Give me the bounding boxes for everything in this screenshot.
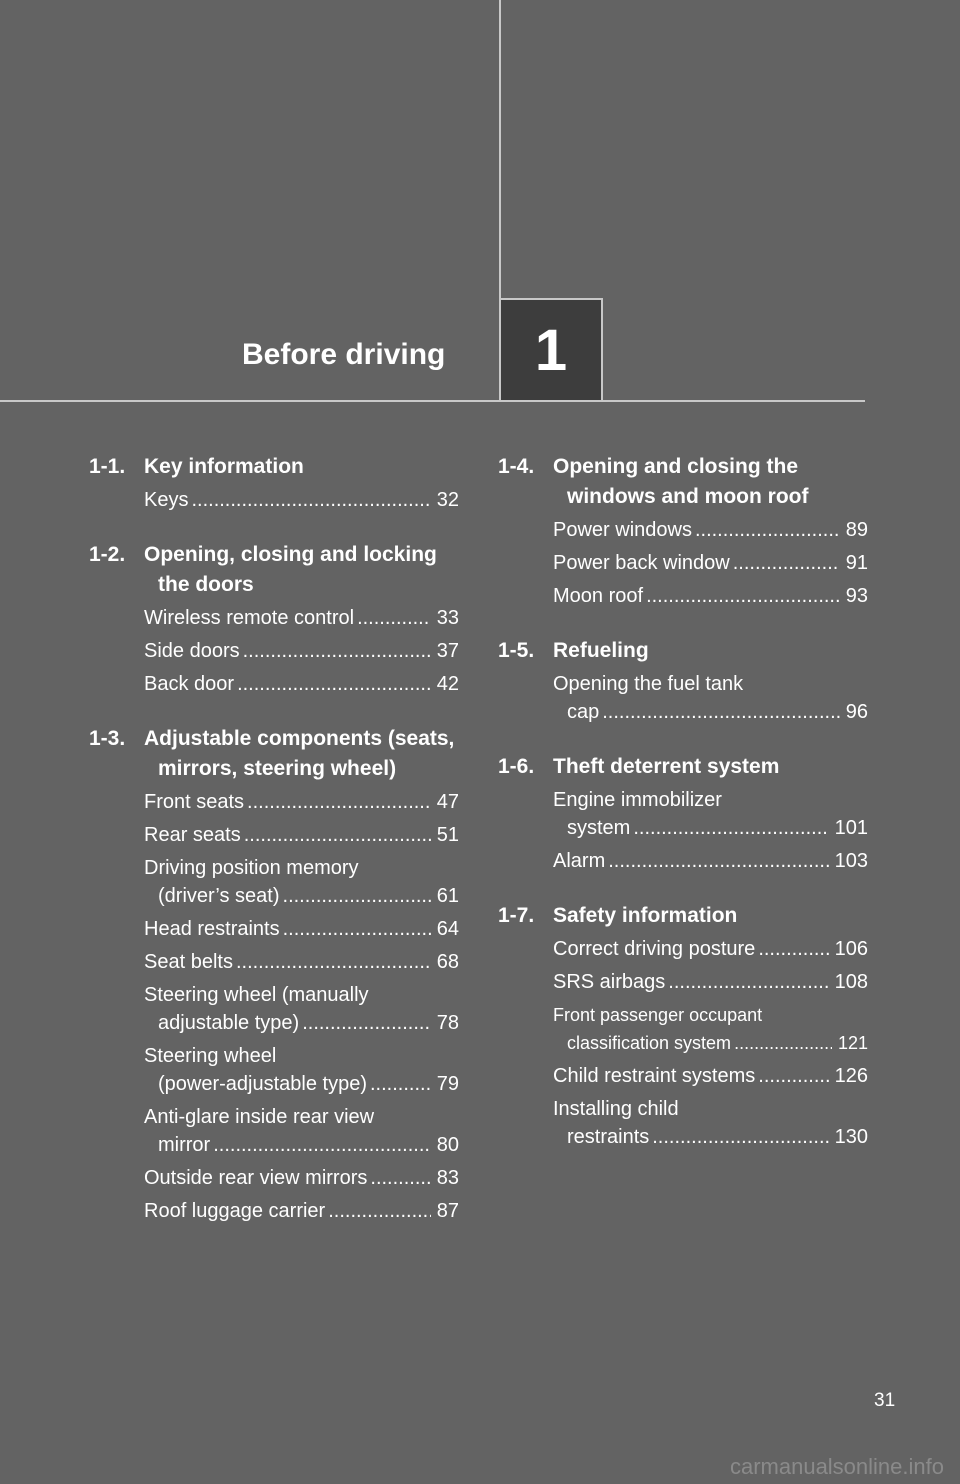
section-title[interactable]: Opening and closing the windows and moon roof bbox=[553, 455, 809, 508]
entry-page-number: 68 bbox=[436, 951, 459, 973]
entry-row bbox=[553, 1029, 868, 1057]
entry-page-number: 83 bbox=[436, 1167, 459, 1189]
entry-row bbox=[144, 915, 459, 943]
entry-page-number: 61 bbox=[436, 885, 459, 907]
entry-text: Rear seats bbox=[144, 824, 241, 846]
toc-entry[interactable] bbox=[144, 948, 459, 976]
entry-row bbox=[553, 582, 868, 610]
toc-section bbox=[89, 452, 459, 514]
entry-page-number: 64 bbox=[436, 918, 459, 940]
toc-entry[interactable] bbox=[553, 786, 868, 842]
section-heading bbox=[498, 452, 868, 512]
dot-leader bbox=[367, 1070, 431, 1098]
toc-entry[interactable] bbox=[144, 486, 459, 514]
section-number: 1-6. bbox=[498, 755, 535, 778]
entry-list bbox=[89, 788, 459, 1225]
entry-row bbox=[144, 882, 459, 910]
vertical-rule bbox=[499, 0, 501, 300]
toc-entry[interactable] bbox=[144, 1197, 459, 1225]
entry-page-number: 33 bbox=[436, 607, 459, 629]
section-heading bbox=[89, 540, 459, 600]
toc-entry[interactable] bbox=[144, 1103, 459, 1159]
entry-text: restraints bbox=[567, 1126, 650, 1148]
entry-text: adjustable type) bbox=[158, 1012, 300, 1034]
entry-row bbox=[144, 670, 459, 698]
entry-row bbox=[553, 1062, 868, 1090]
entry-text: Moon roof bbox=[553, 585, 644, 607]
toc-entry[interactable] bbox=[553, 1095, 868, 1151]
toc-section bbox=[89, 724, 459, 1225]
toc-entry[interactable] bbox=[553, 582, 868, 610]
section-heading bbox=[498, 636, 868, 666]
dot-leader bbox=[692, 516, 840, 544]
section-number: 1-1. bbox=[89, 455, 126, 478]
dot-leader bbox=[188, 486, 430, 514]
dot-leader bbox=[234, 670, 431, 698]
dot-leader bbox=[605, 847, 828, 875]
section-heading bbox=[498, 752, 868, 782]
entry-text: (driver’s seat) bbox=[158, 885, 280, 907]
entry-text: Steering wheel (manually bbox=[144, 984, 369, 1006]
entry-page-number: 47 bbox=[436, 791, 459, 813]
toc-entry[interactable] bbox=[553, 1062, 868, 1090]
entry-list bbox=[498, 516, 868, 610]
entry-text: mirror bbox=[158, 1134, 211, 1156]
entry-text: Front passenger occupant bbox=[553, 1005, 763, 1025]
entry-page-number: 130 bbox=[834, 1126, 868, 1148]
toc-entry[interactable] bbox=[144, 1164, 459, 1192]
entry-row bbox=[553, 968, 868, 996]
toc-section bbox=[89, 540, 459, 698]
section-title[interactable]: Opening, closing and locking the doors bbox=[144, 543, 437, 596]
section-number: 1-5. bbox=[498, 639, 535, 662]
entry-text: Back door bbox=[144, 673, 235, 695]
entry-row bbox=[553, 935, 868, 963]
toc-entry[interactable] bbox=[144, 915, 459, 943]
section-heading bbox=[89, 724, 459, 784]
dot-leader bbox=[280, 915, 431, 943]
entry-text: (power-adjustable type) bbox=[158, 1073, 367, 1095]
entry-page-number: 79 bbox=[436, 1073, 459, 1095]
dot-leader bbox=[367, 1164, 430, 1192]
entry-row bbox=[553, 549, 868, 577]
toc-column-left bbox=[89, 452, 459, 1251]
dot-leader bbox=[210, 1131, 431, 1159]
entry-page-number: 37 bbox=[436, 640, 459, 662]
entry-page-number: 103 bbox=[834, 850, 868, 872]
entry-row bbox=[144, 486, 459, 514]
entry-page-number: 80 bbox=[436, 1134, 459, 1156]
entry-page-number: 32 bbox=[436, 489, 459, 511]
entry-row bbox=[553, 516, 868, 544]
chapter-title: Before driving bbox=[242, 338, 446, 371]
section-heading bbox=[89, 452, 459, 482]
entry-list bbox=[498, 935, 868, 1151]
dot-leader bbox=[240, 637, 431, 665]
entry-page-number: 91 bbox=[845, 552, 868, 574]
entry-row bbox=[144, 821, 459, 849]
section-heading bbox=[498, 901, 868, 931]
section-title[interactable]: Safety information bbox=[553, 904, 738, 927]
dot-leader bbox=[241, 821, 431, 849]
toc-entry[interactable] bbox=[553, 1001, 868, 1057]
dot-leader bbox=[280, 882, 431, 910]
dot-leader bbox=[599, 698, 840, 726]
entry-text: Side doors bbox=[144, 640, 240, 662]
section-title[interactable]: Adjustable components (seats, mirrors, steering wheel) bbox=[144, 727, 455, 780]
entry-page-number: 108 bbox=[834, 971, 868, 993]
dot-leader bbox=[665, 968, 828, 996]
entry-row bbox=[553, 814, 868, 842]
entry-list bbox=[89, 486, 459, 514]
entry-row bbox=[553, 698, 868, 726]
entry-text: Keys bbox=[144, 489, 189, 511]
toc-section bbox=[498, 452, 868, 610]
entry-row bbox=[144, 788, 459, 816]
entry-text: classification system bbox=[567, 1033, 732, 1053]
entry-row bbox=[144, 948, 459, 976]
toc-entry[interactable] bbox=[553, 549, 868, 577]
entry-page-number: 89 bbox=[845, 519, 868, 541]
dot-leader bbox=[755, 1062, 828, 1090]
dot-leader bbox=[244, 788, 431, 816]
dot-leader bbox=[299, 1009, 431, 1037]
page-number: 31 bbox=[874, 1390, 896, 1411]
entry-text: Child restraint systems bbox=[553, 1065, 756, 1087]
horizontal-rule bbox=[0, 400, 865, 402]
dot-leader bbox=[643, 582, 840, 610]
toc-entry[interactable] bbox=[144, 821, 459, 849]
entry-text: Outside rear view mirrors bbox=[144, 1167, 368, 1189]
entry-page-number: 121 bbox=[837, 1033, 868, 1053]
entry-text: Alarm bbox=[553, 850, 606, 872]
entry-text: system bbox=[567, 817, 631, 839]
section-title[interactable]: Theft deterrent system bbox=[553, 755, 780, 778]
toc-section bbox=[498, 752, 868, 875]
entry-page-number: 106 bbox=[834, 938, 868, 960]
entry-row bbox=[144, 637, 459, 665]
dot-leader bbox=[649, 1123, 828, 1151]
toc-entry[interactable] bbox=[553, 935, 868, 963]
entry-text: Anti-glare inside rear view bbox=[144, 1106, 375, 1128]
entry-text: Driving position memory bbox=[144, 857, 359, 879]
entry-row bbox=[144, 604, 459, 632]
entry-list bbox=[498, 670, 868, 726]
entry-text: Wireless remote control bbox=[144, 607, 355, 629]
dot-leader bbox=[354, 604, 431, 632]
entry-page-number: 78 bbox=[436, 1012, 459, 1034]
watermark: carmanualsonline.info bbox=[729, 1454, 944, 1479]
toc-entry[interactable] bbox=[144, 670, 459, 698]
dot-leader bbox=[233, 948, 431, 976]
toc-entry[interactable] bbox=[553, 968, 868, 996]
entry-text: SRS airbags bbox=[553, 971, 666, 993]
entry-text: Seat belts bbox=[144, 951, 233, 973]
toc-column-right bbox=[498, 452, 868, 1177]
entry-page-number: 93 bbox=[845, 585, 868, 607]
toc-entry[interactable] bbox=[144, 604, 459, 632]
section-number: 1-4. bbox=[498, 455, 535, 478]
toc-entry[interactable] bbox=[553, 516, 868, 544]
section-number: 1-2. bbox=[89, 543, 126, 566]
toc-entry[interactable] bbox=[553, 670, 868, 726]
toc-entry[interactable] bbox=[144, 854, 459, 910]
entry-page-number: 96 bbox=[845, 701, 868, 723]
entry-text: Head restraints bbox=[144, 918, 280, 940]
entry-row bbox=[144, 1164, 459, 1192]
toc-section bbox=[498, 636, 868, 726]
entry-row bbox=[144, 1070, 459, 1098]
dot-leader bbox=[731, 1029, 832, 1057]
entry-page-number: 87 bbox=[436, 1200, 459, 1222]
entry-text: Power back window bbox=[553, 552, 730, 574]
entry-row bbox=[144, 1009, 459, 1037]
section-title[interactable]: Refueling bbox=[553, 639, 649, 662]
entry-page-number: 101 bbox=[834, 817, 868, 839]
entry-text: Installing child bbox=[553, 1098, 679, 1120]
entry-row bbox=[553, 847, 868, 875]
entry-row bbox=[553, 1123, 868, 1151]
dot-leader bbox=[325, 1197, 431, 1225]
entry-row bbox=[144, 1131, 459, 1159]
toc-entry[interactable] bbox=[144, 1042, 459, 1098]
toc-section bbox=[498, 901, 868, 1151]
entry-text: Engine immobilizer bbox=[553, 789, 722, 811]
entry-page-number: 126 bbox=[834, 1065, 868, 1087]
entry-text: Correct driving posture bbox=[553, 938, 756, 960]
section-number: 1-7. bbox=[498, 904, 535, 927]
dot-leader bbox=[730, 549, 840, 577]
section-number: 1-3. bbox=[89, 727, 126, 750]
entry-page-number: 42 bbox=[436, 673, 459, 695]
entry-text: Front seats bbox=[144, 791, 245, 813]
entry-page-number: 51 bbox=[436, 824, 459, 846]
toc-entry[interactable] bbox=[144, 637, 459, 665]
entry-text: Roof luggage carrier bbox=[144, 1200, 326, 1222]
toc-entry[interactable] bbox=[144, 788, 459, 816]
dot-leader bbox=[755, 935, 828, 963]
chapter-number-box: 1 bbox=[499, 298, 603, 400]
section-title[interactable]: Key information bbox=[144, 455, 304, 478]
toc-entry[interactable] bbox=[144, 981, 459, 1037]
entry-list bbox=[89, 604, 459, 698]
entry-text: Power windows bbox=[553, 519, 692, 541]
entry-row bbox=[144, 1197, 459, 1225]
entry-text: Steering wheel bbox=[144, 1045, 277, 1067]
entry-text: cap bbox=[567, 701, 600, 723]
entry-text: Opening the fuel tank bbox=[553, 673, 744, 695]
toc-entry[interactable] bbox=[553, 847, 868, 875]
dot-leader bbox=[630, 814, 828, 842]
entry-list bbox=[498, 786, 868, 875]
